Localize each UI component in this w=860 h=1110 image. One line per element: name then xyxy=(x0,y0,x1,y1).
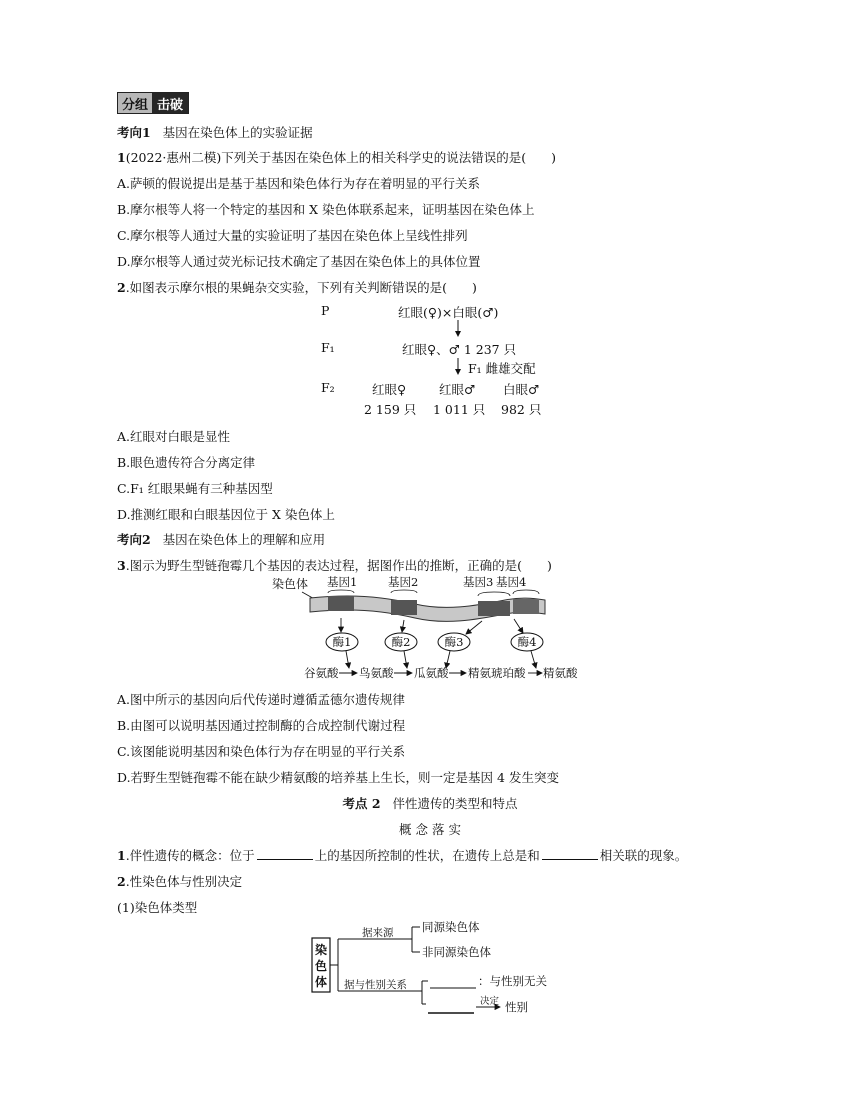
direction-2-label: 考向2 xyxy=(117,532,151,547)
nonhomologous-item: 非同源染色体 xyxy=(422,945,491,959)
gene-1-band xyxy=(328,596,354,611)
gene-2-label: 基因2 xyxy=(388,575,419,589)
direction-2-heading xyxy=(117,530,325,548)
q3-option-a: A.图中所示的基因向后代传递时遵循孟德尔遗传规律 xyxy=(117,692,406,707)
direction-2-title: 基因在染色体上的理解和应用 xyxy=(162,532,326,547)
f1-label: F₁ xyxy=(321,340,335,355)
blank-2[interactable] xyxy=(542,848,598,860)
root-char-3: 体 xyxy=(314,975,328,989)
q3-option-c: C.该图能说明基因和染色体行为存在明显的平行关系 xyxy=(117,744,406,759)
badge-part1: 分组 xyxy=(118,93,152,113)
f1-text: 红眼♀、♂ 1 237 只 xyxy=(402,342,517,357)
product-4: 精氨琥珀酸 xyxy=(468,666,526,680)
product-2: 鸟氨酸 xyxy=(359,666,394,680)
q1-option-d: D.摩尔根等人通过荧光标记技术确定了基因在染色体上的具体位置 xyxy=(117,254,481,269)
gene-3-band xyxy=(478,601,510,616)
statement-2: 2.性染色体与性别决定 xyxy=(117,874,243,889)
statement-1: 1.伴性遗传的概念：位于 上的基因所控制的性状，在遗传上总是和 相关联的现象。 xyxy=(117,848,688,863)
chromosome-label: 染色体 xyxy=(272,577,309,591)
f2-label: F₂ xyxy=(321,380,335,395)
f2-name-2: 红眼♂ xyxy=(439,382,476,397)
question-1-stem: 1(2022·惠州二模)下列关于基因在染色体上的相关科学史的说法错误的是( ) xyxy=(117,150,556,165)
concept-heading: 概 念 落 实 xyxy=(399,822,461,837)
statement-2-1: (1)染色体类型 xyxy=(117,900,198,915)
gene-3-label: 基因3 xyxy=(463,575,494,589)
q1-option-a: A.萨顿的假说提出是基于基因和染色体行为存在着明显的平行关系 xyxy=(117,176,481,191)
q1-option-c: C.摩尔根等人通过大量的实验证明了基因在染色体上呈线性排列 xyxy=(117,228,468,243)
arrow-down-icon xyxy=(452,358,464,376)
p-label: P xyxy=(321,303,330,318)
gene-1-label: 基因1 xyxy=(327,575,358,589)
autosome-suffix: ：与性别无关 xyxy=(478,974,547,988)
f2-name-3: 白眼♂ xyxy=(503,382,540,397)
branch-2-label: 据与性别关系 xyxy=(344,979,407,991)
homologous-item: 同源染色体 xyxy=(422,920,480,934)
f2-count-2: 1 011 只 xyxy=(433,402,486,417)
svg-text:酶2: 酶2 xyxy=(391,635,411,649)
svg-text:酶1: 酶1 xyxy=(332,635,352,649)
point-2-title: 伴性遗传的类型和特点 xyxy=(392,796,518,811)
point-2-label: 考点 2 xyxy=(342,796,381,811)
question-3-stem: 3.图示为野生型链孢霉几个基因的表达过程，据图作出的推断，正确的是( ) xyxy=(117,558,552,573)
f1-mate: F₁ 雌雄交配 xyxy=(468,361,536,376)
q2-option-b: B.眼色遗传符合分离定律 xyxy=(117,455,256,470)
f2-name-1: 红眼♀ xyxy=(372,382,407,397)
q3-option-d: D.若野生型链孢霉不能在缺少精氨酸的培养基上生长，则一定是基因 4 发生突变 xyxy=(117,770,559,785)
direction-1-heading xyxy=(117,123,313,141)
p-cross: 红眼(♀)×白眼(♂) xyxy=(398,305,499,320)
product-3: 瓜氨酸 xyxy=(414,666,449,680)
gene-expression-diagram xyxy=(270,574,590,686)
product-1: 谷氨酸 xyxy=(304,666,339,680)
cross-diagram xyxy=(0,298,860,420)
chromosome-type-tree xyxy=(308,918,558,1018)
decide-label: 决定 xyxy=(480,996,500,1007)
gene-4-band xyxy=(513,599,539,614)
root-char-2: 色 xyxy=(314,959,328,973)
blank-1[interactable] xyxy=(257,848,313,860)
f2-count-1: 2 159 只 xyxy=(364,402,417,417)
product-5: 精氨酸 xyxy=(543,666,578,680)
question-2-stem: 2.如图表示摩尔根的果蝇杂交实验，下列有关判断错误的是( ) xyxy=(117,280,477,295)
f2-count-3: 982 只 xyxy=(501,402,542,417)
badge-part2: 击破 xyxy=(152,93,188,113)
root-char-1: 染 xyxy=(314,943,328,957)
svg-text:酶4: 酶4 xyxy=(517,635,537,649)
q2-option-c: C.F₁ 红眼果蝇有三种基因型 xyxy=(117,481,273,496)
svg-text:酶3: 酶3 xyxy=(444,635,464,649)
direction-1-title: 基因在染色体上的实验证据 xyxy=(162,125,313,140)
arrow-down-icon xyxy=(452,320,464,338)
sex-label: 性别 xyxy=(505,1000,528,1014)
q3-option-b: B.由图可以说明基因通过控制酶的合成控制代谢过程 xyxy=(117,718,406,733)
q2-option-d: D.推测红眼和白眼基因位于 X 染色体上 xyxy=(117,507,335,522)
point-2-heading xyxy=(0,794,860,812)
q1-option-b: B.摩尔根等人将一个特定的基因和 X 染色体联系起来，证明基因在染色体上 xyxy=(117,202,535,217)
section-badge xyxy=(117,92,189,114)
gene-4-label: 基因4 xyxy=(496,575,527,589)
q2-option-a: A.红眼对白眼是显性 xyxy=(117,429,231,444)
gene-2-band xyxy=(391,600,417,615)
branch-1-label: 据来源 xyxy=(362,927,394,939)
direction-1-label: 考向1 xyxy=(117,125,151,140)
